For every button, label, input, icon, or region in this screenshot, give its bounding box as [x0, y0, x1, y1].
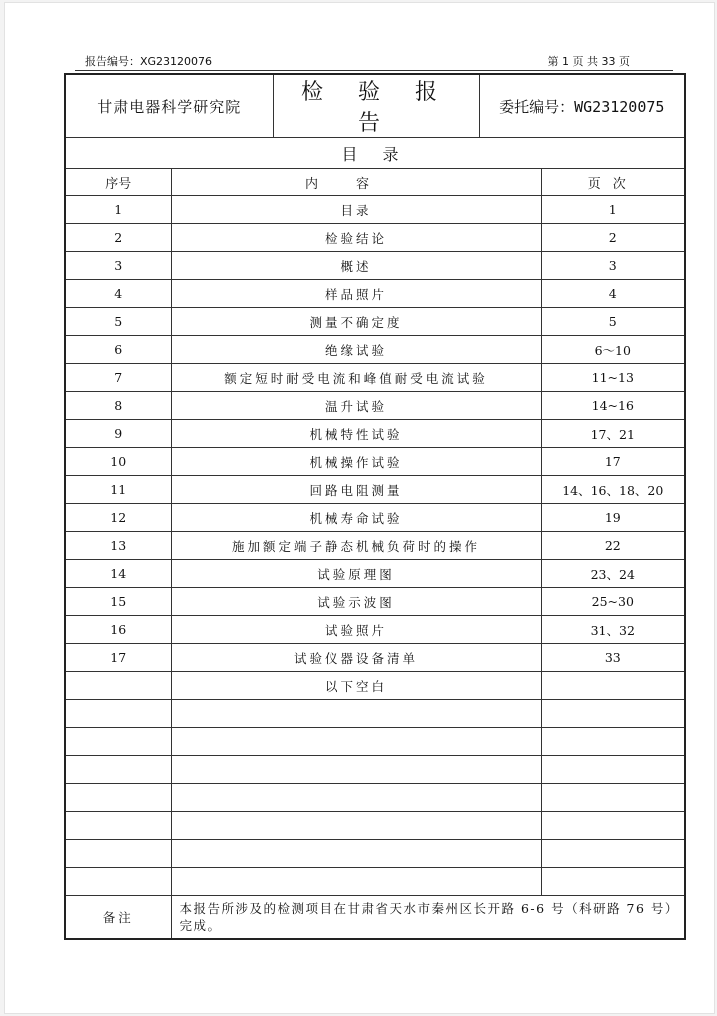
toc-row-seq: 5 [65, 308, 171, 336]
toc-row [65, 644, 685, 672]
toc-row [65, 868, 685, 896]
toc-row-content: 施加额定端子静态机械负荷时的操作 [171, 532, 541, 560]
toc-row [65, 336, 685, 364]
toc-row-content: 机械寿命试验 [171, 504, 541, 532]
toc-row-seq: 13 [65, 532, 171, 560]
note-row [65, 896, 685, 940]
toc-row-page [541, 868, 685, 896]
note-text: 本报告所涉及的检测项目在甘肃省天水市秦州区长开路 6-6 号（科研路 76 号）完成。 [171, 896, 685, 940]
toc-row-content [171, 812, 541, 840]
toc-row-seq: 1 [65, 196, 171, 224]
toc-row-seq: 17 [65, 644, 171, 672]
toc-row-seq: 7 [65, 364, 171, 392]
toc-row [65, 728, 685, 756]
header-divider [75, 70, 673, 71]
toc-row-page [541, 756, 685, 784]
toc-row [65, 532, 685, 560]
toc-row-seq [65, 868, 171, 896]
toc-row-seq [65, 700, 171, 728]
toc-row-content: 概述 [171, 252, 541, 280]
toc-row-content: 目录 [171, 196, 541, 224]
toc-row-seq [65, 840, 171, 868]
toc-row-content [171, 756, 541, 784]
toc-row-seq: 14 [65, 560, 171, 588]
toc-row-seq [65, 728, 171, 756]
title-block [65, 74, 685, 138]
toc-row-content: 样品照片 [171, 280, 541, 308]
note-label: 备注 [65, 896, 171, 940]
toc-row-page: 5 [541, 308, 685, 336]
toc-row-content [171, 868, 541, 896]
toc-title: 目 录 [65, 138, 685, 169]
report-title: 检 验 报 告 [273, 74, 479, 138]
toc-row-page: 14~16 [541, 392, 685, 420]
toc-row [65, 504, 685, 532]
toc-row [65, 224, 685, 252]
toc-row-page: 33 [541, 644, 685, 672]
toc-row-content: 额定短时耐受电流和峰值耐受电流试验 [171, 364, 541, 392]
toc-row-seq: 2 [65, 224, 171, 252]
toc-column-headers [65, 169, 685, 196]
toc-row-seq [65, 756, 171, 784]
toc-row-content [171, 784, 541, 812]
toc-row-page: 23、24 [541, 560, 685, 588]
toc-row-page: 11~13 [541, 364, 685, 392]
toc-row-seq [65, 812, 171, 840]
toc-row [65, 560, 685, 588]
toc-row-seq: 11 [65, 476, 171, 504]
toc-row-page: 2 [541, 224, 685, 252]
toc-row [65, 252, 685, 280]
toc-row [65, 588, 685, 616]
toc-row-content: 检验结论 [171, 224, 541, 252]
toc-row-page [541, 784, 685, 812]
toc-row [65, 392, 685, 420]
toc-row-page [541, 812, 685, 840]
toc-row [65, 308, 685, 336]
toc-row-page [541, 672, 685, 700]
toc-row-seq: 15 [65, 588, 171, 616]
toc-row-seq: 3 [65, 252, 171, 280]
commission-number [479, 74, 685, 138]
column-header-content: 内容 [171, 169, 541, 196]
toc-row-content: 试验原理图 [171, 560, 541, 588]
toc-row-page [541, 700, 685, 728]
report-table [64, 73, 686, 940]
commission-label: 委托编号： [499, 97, 575, 116]
toc-row-content: 测量不确定度 [171, 308, 541, 336]
toc-row [65, 840, 685, 868]
toc-row [65, 756, 685, 784]
toc-row-page: 4 [541, 280, 685, 308]
toc-row-page: 25~30 [541, 588, 685, 616]
toc-row-content [171, 728, 541, 756]
toc-row-seq: 10 [65, 448, 171, 476]
toc-row-seq [65, 784, 171, 812]
page-indicator: 第 1 页 共 33 页 [547, 55, 630, 68]
toc-row [65, 476, 685, 504]
column-header-seq: 序号 [65, 169, 171, 196]
toc-row [65, 196, 685, 224]
toc-row-page: 1 [541, 196, 685, 224]
toc-row-page [541, 728, 685, 756]
toc-row-seq: 4 [65, 280, 171, 308]
toc-row-page: 17 [541, 448, 685, 476]
toc-row [65, 672, 685, 700]
toc-row [65, 616, 685, 644]
toc-row-page: 31、32 [541, 616, 685, 644]
toc-row-content: 以下空白 [171, 672, 541, 700]
toc-row-content: 试验照片 [171, 616, 541, 644]
toc-row [65, 784, 685, 812]
toc-row-page: 6～10 [541, 336, 685, 364]
toc-row [65, 700, 685, 728]
toc-row-content: 机械操作试验 [171, 448, 541, 476]
toc-body [65, 196, 685, 896]
toc-row [65, 420, 685, 448]
toc-row-page: 22 [541, 532, 685, 560]
toc-row [65, 280, 685, 308]
toc-row-seq: 16 [65, 616, 171, 644]
toc-row [65, 448, 685, 476]
toc-row-content: 绝缘试验 [171, 336, 541, 364]
toc-row-page: 17、21 [541, 420, 685, 448]
toc-row [65, 812, 685, 840]
toc-row-content: 温升试验 [171, 392, 541, 420]
toc-row-page: 3 [541, 252, 685, 280]
toc-row-page: 19 [541, 504, 685, 532]
toc-row [65, 364, 685, 392]
toc-row-content [171, 700, 541, 728]
toc-row-seq: 8 [65, 392, 171, 420]
toc-row-content: 回路电阻测量 [171, 476, 541, 504]
toc-row-content [171, 840, 541, 868]
toc-row-seq [65, 672, 171, 700]
toc-row-content: 机械特性试验 [171, 420, 541, 448]
toc-row-content: 试验仪器设备清单 [171, 644, 541, 672]
toc-row-page [541, 840, 685, 868]
commission-value: WG23120075 [574, 97, 665, 116]
toc-row-seq: 9 [65, 420, 171, 448]
toc-row-seq: 6 [65, 336, 171, 364]
toc-row-page: 14、16、18、20 [541, 476, 685, 504]
toc-row-seq: 12 [65, 504, 171, 532]
toc-row-content: 试验示波图 [171, 588, 541, 616]
column-header-page: 页次 [541, 169, 685, 196]
institute-name: 甘肃电器科学研究院 [65, 74, 273, 138]
report-number: 报告编号：XG23120076 [85, 55, 213, 68]
